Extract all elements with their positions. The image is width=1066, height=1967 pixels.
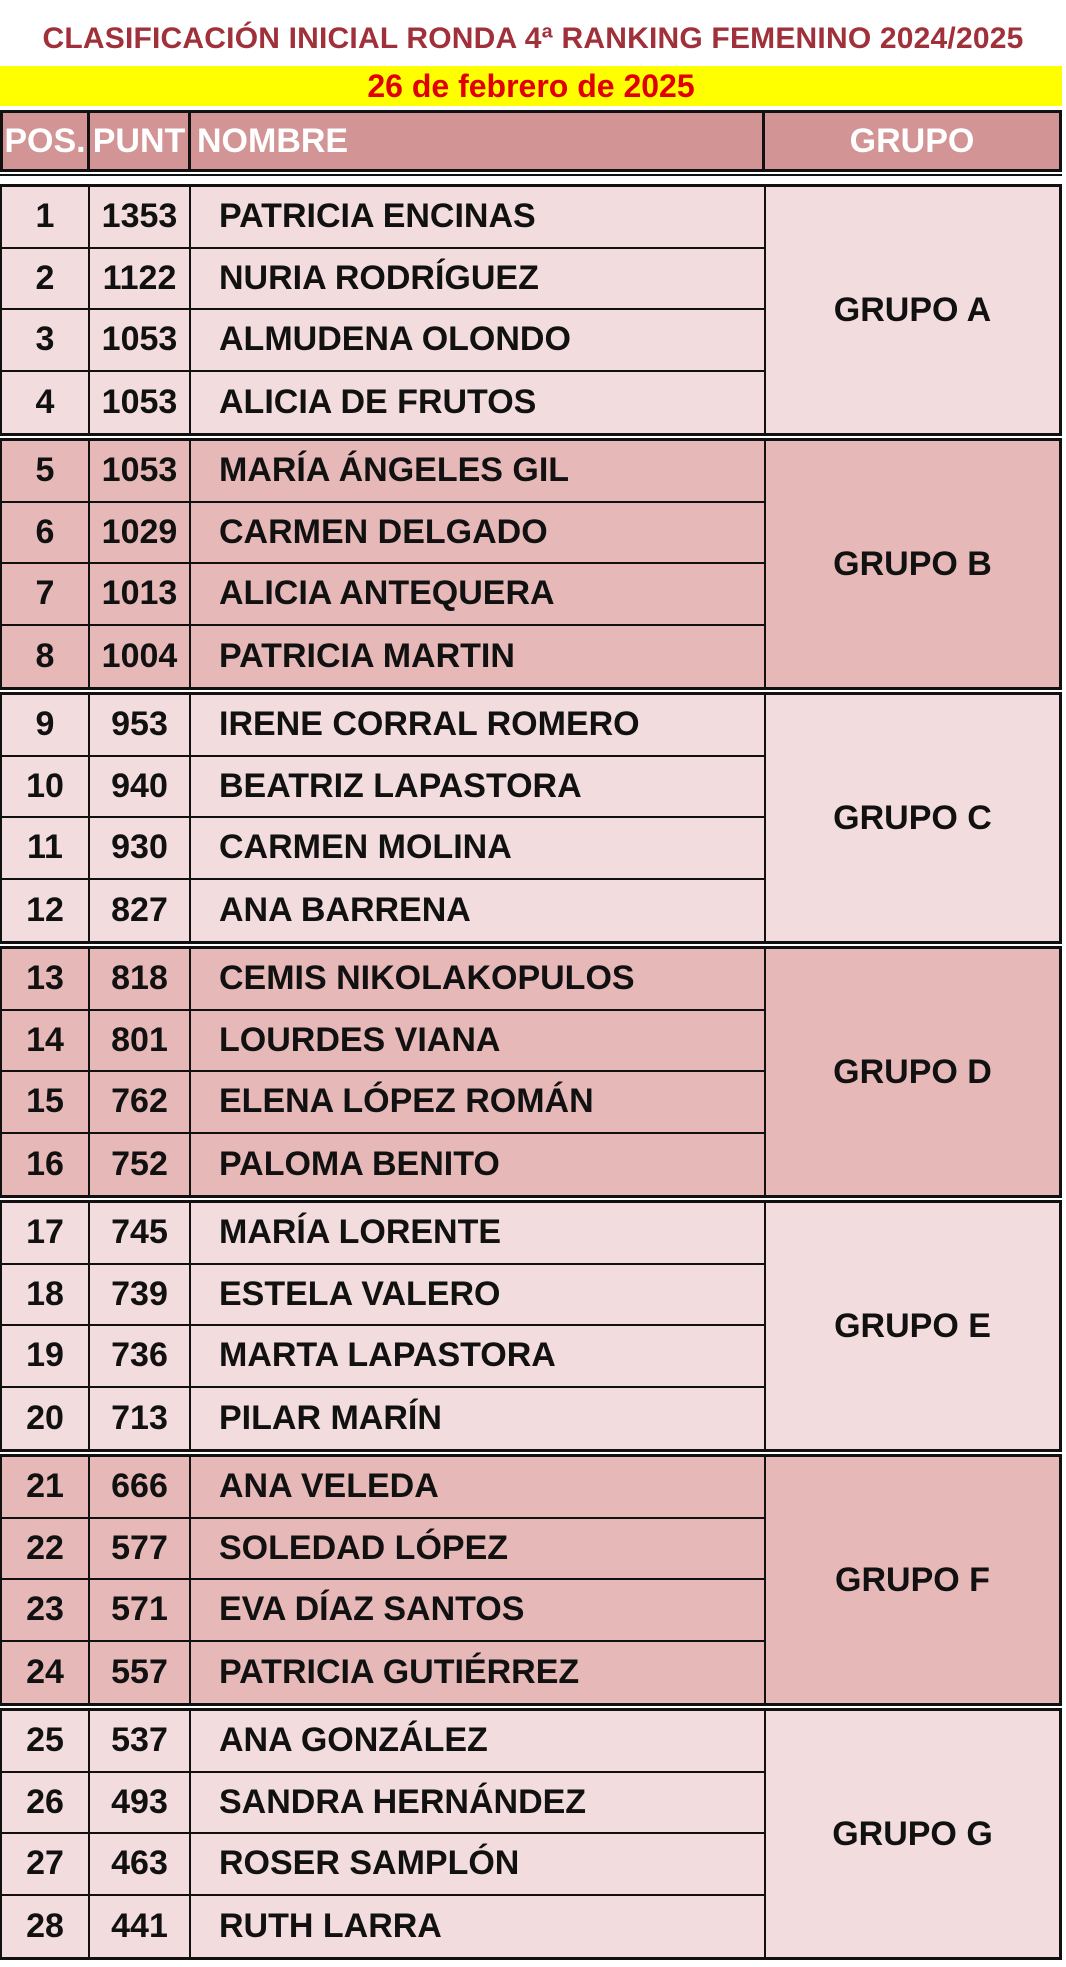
cell-punt: 1029: [90, 503, 191, 563]
cell-punt: 1053: [90, 372, 191, 434]
cell-nombre: IRENE CORRAL ROMERO: [191, 695, 766, 755]
group-block: [0, 692, 1062, 944]
cell-nombre: ELENA LÓPEZ ROMÁN: [191, 1072, 766, 1132]
cell-pos: 28: [0, 1896, 90, 1958]
table-row: [0, 1519, 766, 1581]
table-row: [0, 1773, 766, 1835]
cell-punt: 537: [90, 1711, 191, 1771]
cell-grupo: GRUPO B: [766, 441, 1062, 687]
table-row: [0, 1265, 766, 1327]
cell-pos: 11: [0, 818, 90, 878]
header-divider: [0, 174, 1062, 176]
cell-punt: 463: [90, 1834, 191, 1894]
cell-nombre: MARÍA LORENTE: [191, 1203, 766, 1263]
cell-pos: 5: [0, 441, 90, 501]
cell-nombre: PALOMA BENITO: [191, 1134, 766, 1196]
cell-nombre: SOLEDAD LÓPEZ: [191, 1519, 766, 1579]
cell-pos: 16: [0, 1134, 90, 1196]
table-row: [0, 187, 766, 249]
cell-nombre: PATRICIA ENCINAS: [191, 187, 766, 247]
cell-punt: 745: [90, 1203, 191, 1263]
cell-punt: 557: [90, 1642, 191, 1704]
table-row: [0, 818, 766, 880]
cell-punt: 752: [90, 1134, 191, 1196]
table-row: [0, 503, 766, 565]
table-row: [0, 310, 766, 372]
cell-pos: 23: [0, 1580, 90, 1640]
ranking-table: [0, 184, 1062, 1960]
cell-pos: 4: [0, 372, 90, 434]
cell-nombre: MARTA LAPASTORA: [191, 1326, 766, 1386]
cell-nombre: CARMEN DELGADO: [191, 503, 766, 563]
cell-nombre: ANA GONZÁLEZ: [191, 1711, 766, 1771]
cell-punt: 1122: [90, 249, 191, 309]
cell-grupo: GRUPO E: [766, 1203, 1062, 1449]
cell-pos: 20: [0, 1388, 90, 1450]
cell-punt: 493: [90, 1773, 191, 1833]
cell-pos: 12: [0, 880, 90, 942]
cell-nombre: ESTELA VALERO: [191, 1265, 766, 1325]
cell-nombre: NURIA RODRÍGUEZ: [191, 249, 766, 309]
group-rows: [0, 949, 766, 1195]
cell-pos: 8: [0, 626, 90, 688]
cell-nombre: CARMEN MOLINA: [191, 818, 766, 878]
table-row: [0, 1896, 766, 1958]
cell-grupo: GRUPO A: [766, 187, 1062, 433]
cell-nombre: ALICIA ANTEQUERA: [191, 564, 766, 624]
table-row: [0, 1457, 766, 1519]
cell-nombre: PATRICIA GUTIÉRREZ: [191, 1642, 766, 1704]
document-date: 26 de febrero de 2025: [367, 68, 695, 104]
cell-nombre: RUTH LARRA: [191, 1896, 766, 1958]
cell-pos: 22: [0, 1519, 90, 1579]
header-pos: POS.: [0, 110, 90, 172]
cell-nombre: ALICIA DE FRUTOS: [191, 372, 766, 434]
cell-punt: 1013: [90, 564, 191, 624]
cell-punt: 827: [90, 880, 191, 942]
cell-pos: 25: [0, 1711, 90, 1771]
cell-punt: 666: [90, 1457, 191, 1517]
cell-punt: 762: [90, 1072, 191, 1132]
cell-punt: 1353: [90, 187, 191, 247]
cell-pos: 10: [0, 757, 90, 817]
header-punt: PUNT: [87, 110, 191, 172]
document-title: CLASIFICACIÓN INICIAL RONDA 4ª RANKING FEMENINO 2024/2025: [42, 22, 1024, 55]
group-block: [0, 1454, 1062, 1706]
cell-punt: 739: [90, 1265, 191, 1325]
cell-pos: 2: [0, 249, 90, 309]
cell-punt: 736: [90, 1326, 191, 1386]
cell-nombre: CEMIS NIKOLAKOPULOS: [191, 949, 766, 1009]
table-row: [0, 695, 766, 757]
cell-grupo: GRUPO F: [766, 1457, 1062, 1703]
cell-nombre: PATRICIA MARTIN: [191, 626, 766, 688]
table-row: [0, 564, 766, 626]
group-block: [0, 946, 1062, 1198]
group-rows: [0, 1203, 766, 1449]
cell-pos: 17: [0, 1203, 90, 1263]
cell-punt: 953: [90, 695, 191, 755]
cell-nombre: PILAR MARÍN: [191, 1388, 766, 1450]
cell-pos: 19: [0, 1326, 90, 1386]
table-row: [0, 949, 766, 1011]
cell-punt: 940: [90, 757, 191, 817]
cell-nombre: EVA DÍAZ SANTOS: [191, 1580, 766, 1640]
cell-punt: 713: [90, 1388, 191, 1450]
cell-punt: 1053: [90, 441, 191, 501]
group-block: [0, 1200, 1062, 1452]
cell-punt: 1053: [90, 310, 191, 370]
cell-pos: 27: [0, 1834, 90, 1894]
header-nombre: NOMBRE: [188, 110, 766, 172]
cell-grupo: GRUPO D: [766, 949, 1062, 1195]
cell-pos: 7: [0, 564, 90, 624]
cell-pos: 6: [0, 503, 90, 563]
cell-punt: 1004: [90, 626, 191, 688]
table-row: [0, 1203, 766, 1265]
table-row: [0, 757, 766, 819]
group-rows: [0, 441, 766, 687]
cell-grupo: GRUPO G: [766, 1711, 1062, 1957]
table-row: [0, 1326, 766, 1388]
table-row: [0, 626, 766, 688]
table-row: [0, 1834, 766, 1896]
cell-nombre: ANA BARRENA: [191, 880, 766, 942]
cell-punt: 801: [90, 1011, 191, 1071]
table-header: [0, 110, 1062, 178]
cell-punt: 818: [90, 949, 191, 1009]
header-grupo: GRUPO: [762, 110, 1062, 172]
table-row: [0, 1388, 766, 1450]
table-row: [0, 1711, 766, 1773]
cell-pos: 15: [0, 1072, 90, 1132]
table-row: [0, 372, 766, 434]
cell-nombre: MARÍA ÁNGELES GIL: [191, 441, 766, 501]
table-row: [0, 1580, 766, 1642]
table-row: [0, 249, 766, 311]
cell-pos: 14: [0, 1011, 90, 1071]
cell-pos: 1: [0, 187, 90, 247]
cell-nombre: SANDRA HERNÁNDEZ: [191, 1773, 766, 1833]
cell-punt: 441: [90, 1896, 191, 1958]
cell-pos: 13: [0, 949, 90, 1009]
cell-pos: 24: [0, 1642, 90, 1704]
group-rows: [0, 1711, 766, 1957]
group-rows: [0, 695, 766, 941]
cell-pos: 3: [0, 310, 90, 370]
group-rows: [0, 187, 766, 433]
cell-punt: 571: [90, 1580, 191, 1640]
cell-grupo: GRUPO C: [766, 695, 1062, 941]
cell-pos: 9: [0, 695, 90, 755]
cell-pos: 21: [0, 1457, 90, 1517]
table-row: [0, 1072, 766, 1134]
cell-nombre: ALMUDENA OLONDO: [191, 310, 766, 370]
cell-nombre: ROSER SAMPLÓN: [191, 1834, 766, 1894]
table-row: [0, 1011, 766, 1073]
cell-punt: 930: [90, 818, 191, 878]
group-block: [0, 184, 1062, 436]
table-row: [0, 1134, 766, 1196]
cell-pos: 26: [0, 1773, 90, 1833]
group-block: [0, 1708, 1062, 1960]
table-row: [0, 880, 766, 942]
cell-punt: 577: [90, 1519, 191, 1579]
cell-nombre: LOURDES VIANA: [191, 1011, 766, 1071]
table-row: [0, 441, 766, 503]
group-block: [0, 438, 1062, 690]
cell-pos: 18: [0, 1265, 90, 1325]
cell-nombre: ANA VELEDA: [191, 1457, 766, 1517]
cell-nombre: BEATRIZ LAPASTORA: [191, 757, 766, 817]
group-rows: [0, 1457, 766, 1703]
table-row: [0, 1642, 766, 1704]
